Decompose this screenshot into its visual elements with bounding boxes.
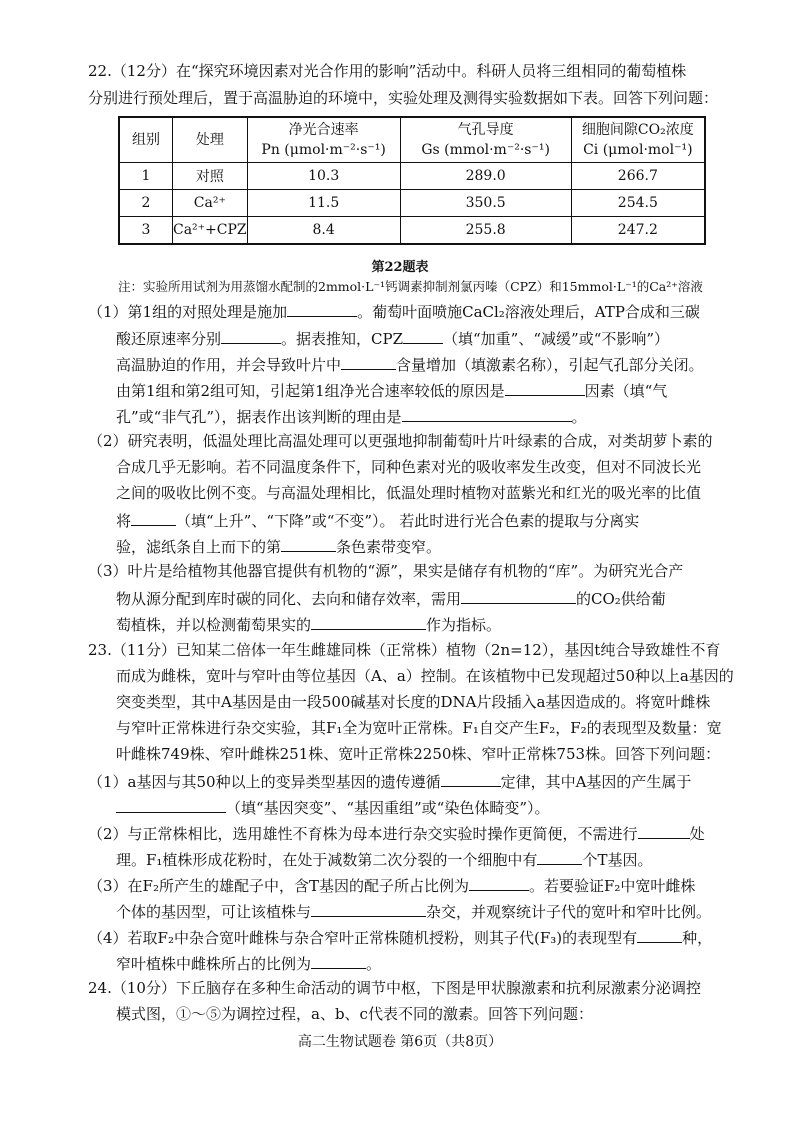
- text: 萄植株，并以检测葡萄果实的: [116, 616, 312, 634]
- answer-blank[interactable]: [537, 848, 582, 865]
- table-row: [119, 190, 705, 217]
- text: （填“基因突变”、“基因重组”或“染色体畸变”）。: [226, 799, 550, 817]
- table-row: [119, 163, 705, 190]
- cell-ci: 266.7: [571, 163, 705, 190]
- q22-data-table: [118, 116, 706, 245]
- text: （2）与正常株相比，选用雄性不育株为母本进行杂交实验时操作更简便，不需进行: [88, 825, 638, 843]
- q22-part3-line-1: （3）叶片是给植物其他器官提供有机物的“源”，果实是储存有机物的“库”。为研究光合产: [88, 562, 684, 580]
- q24-intro-line-1: 24.（10分）下丘脑存在多种生命活动的调节中枢，下图是甲状腺激素和抗利尿激素分泌调控: [88, 979, 701, 997]
- text: 作为指标。: [426, 616, 502, 634]
- page-footer: 高二生物试题卷 第6页（共8页）: [297, 1034, 503, 1050]
- cell-gs: 255.8: [400, 217, 571, 245]
- q23-part4-line-1: [88, 926, 712, 948]
- answer-blank[interactable]: [403, 327, 443, 344]
- q22-part3-line-3: [116, 613, 501, 635]
- answer-blank[interactable]: [116, 796, 226, 813]
- answer-blank[interactable]: [505, 379, 585, 396]
- cell-ci: 247.2: [571, 217, 705, 245]
- text: 种，: [682, 929, 713, 947]
- text: 高温胁迫的作用，并会导致叶片中: [116, 356, 342, 374]
- answer-blank[interactable]: [311, 900, 426, 917]
- text: 物从源分配到库时碳的同化、去向和储存效率，需用: [116, 590, 462, 608]
- answer-blank[interactable]: [287, 300, 357, 317]
- text: 理。F₁植株形成花粉时，在处于减数第二次分裂的一个细胞中有: [116, 851, 538, 869]
- text: 孔”或“非气孔”），据表作出该判断的理由是: [116, 408, 402, 426]
- text: 酸还原速率分别: [116, 330, 222, 348]
- cell-gs: 350.5: [400, 190, 571, 217]
- text: （1）a基因与其50种以上的变异类型基因的遗传遵循: [88, 773, 441, 791]
- answer-blank[interactable]: [311, 613, 426, 630]
- text: （3）在F₂所产生的雄配子中，含T基因的配子所占比例为: [88, 877, 469, 895]
- cell-treatment: Ca²⁺+CPZ: [173, 217, 248, 245]
- text: 。: [366, 955, 382, 973]
- q23-part1-line-2: [116, 796, 550, 818]
- table-row: [119, 217, 705, 245]
- text: （填“上升”、“下降”或“不变”）。 若此时进行光合色素的提取与分离实: [176, 512, 640, 530]
- q23-intro-line-1: 23.（11分）已知某二倍体一年生雌雄同株（正常株）植物（2n=12），基因t纯合导致雄性不育: [88, 641, 721, 659]
- q23-part1-line-1: [88, 770, 691, 792]
- cell-group: 2: [119, 190, 173, 217]
- cell-treatment: Ca²⁺: [173, 190, 248, 217]
- q22-part2-line-5: [116, 535, 441, 557]
- q23-part3-line-2: [116, 900, 711, 922]
- q22-part1-line-4: [116, 379, 667, 401]
- text: 个体的基因型，可让该植株与: [116, 903, 312, 921]
- q22-intro-line-1: 22.（12分）在“探究环境因素对光合作用的影响”活动中。科研人员将三组相同的葡萄植株: [88, 62, 687, 80]
- answer-blank[interactable]: [341, 353, 396, 370]
- answer-blank[interactable]: [638, 822, 690, 839]
- text: 含量增加（填激素名称），引起气孔部分关闭。: [396, 356, 704, 374]
- q22-part2-line-2: 合成几乎无影响。若不同温度条件下，同种色素对光的吸收率发生改变，但对不同波长光: [116, 458, 702, 476]
- header-ci-unit: Ci (μmol·mol⁻¹): [583, 142, 693, 158]
- answer-blank[interactable]: [311, 952, 366, 969]
- text: 验，滤纸条自上而下的第: [116, 538, 282, 556]
- header-pn-unit: Pn (μmol·m⁻²·s⁻¹): [261, 142, 386, 158]
- text: 条色素带变窄。: [336, 538, 442, 556]
- cell-ci: 254.5: [571, 190, 705, 217]
- q24-intro-line-2: 模式图，①～⑤为调控过程，a、b、c代表不同的激素。回答下列问题：: [116, 1005, 593, 1023]
- cell-pn: 8.4: [247, 217, 400, 245]
- header-pn: [247, 117, 400, 163]
- text: （4）若取F₂中杂合宽叶雌株与杂合窄叶正常株随机授粉，则其子代(F₃)的表现型有: [88, 929, 638, 947]
- q23-part2-line-2: [116, 848, 652, 870]
- q22-part2-line-4: [116, 509, 639, 531]
- q23-intro-line-3: 突变类型，其中A基因是由一段500碱基对长度的DNA片段插入a基因造成的。将宽叶雌株: [116, 693, 711, 711]
- table-note: 注：实验所用试剂为用蒸馏水配制的2mmol·L⁻¹钙调素抑制剂氯丙嗪（CPZ）和15mmol·L⁻¹的Ca²⁺溶液: [118, 279, 703, 294]
- text: 。葡萄叶面喷施CaCl₂溶液处理后，ATP合成和三碳: [357, 303, 700, 321]
- answer-blank[interactable]: [461, 587, 576, 604]
- q23-part3-line-1: [88, 874, 695, 896]
- header-pn-title: 净光合速率: [288, 122, 359, 138]
- cell-gs: 289.0: [400, 163, 571, 190]
- answer-blank[interactable]: [441, 770, 501, 787]
- cell-group: 1: [119, 163, 173, 190]
- header-treatment: 处理: [173, 117, 248, 163]
- table-header-row: [119, 117, 705, 163]
- answer-blank[interactable]: [402, 405, 572, 422]
- q23-intro-line-5: 叶雌株749株、窄叶雌株251株、宽叶正常株2250株、窄叶正常株753株。回答下列问题：: [116, 745, 721, 763]
- answer-blank[interactable]: [469, 874, 529, 891]
- table-caption: 第22题表: [371, 260, 429, 275]
- answer-blank[interactable]: [131, 509, 176, 526]
- text: 因素（填“气: [584, 382, 668, 400]
- text: 窄叶植株中雌株所占的比例为: [116, 955, 312, 973]
- q22-intro-line-2: 分别进行预处理后，置于高温胁迫的环境中，实验处理及测得实验数据如下表。回答下列问题：: [88, 89, 719, 107]
- header-gs: [400, 117, 571, 163]
- header-gs-unit: Gs (mmol·m⁻²·s⁻¹): [421, 142, 550, 158]
- text: 个T基因。: [582, 851, 653, 869]
- text: 处: [689, 825, 705, 843]
- text: 。若要验证F₂中宽叶雌株: [528, 877, 696, 895]
- q22-part1-line-1: [88, 300, 700, 322]
- q22-part2-line-1: （2）研究表明，低温处理比高温处理可以更强地抑制葡萄叶片叶绿素的合成，对类胡萝卜素的: [88, 432, 713, 450]
- q23-intro-line-4: 与窄叶正常株进行杂交实验，其F₁全为宽叶正常株。F₁自交产生F₂，F₂的表现型及数量：宽: [116, 719, 722, 737]
- q22-part1-line-2: [116, 327, 669, 349]
- header-gs-title: 气孔导度: [457, 122, 514, 138]
- header-group: 组别: [119, 117, 173, 163]
- text: 杂交，并观察统计子代的宽叶和窄叶比例。: [426, 903, 712, 921]
- text: 的CO₂供给葡: [576, 590, 666, 608]
- q23-part4-line-2: [116, 952, 381, 974]
- text: 由第1组和第2组可知，引起第1组净光合速率较低的原因是: [116, 382, 505, 400]
- text: 。据表推知，CPZ: [281, 330, 404, 348]
- q22-part1-line-3: [116, 353, 704, 375]
- text: 定律，其中A基因的产生属于: [500, 773, 692, 791]
- cell-pn: 10.3: [247, 163, 400, 190]
- text: 。: [571, 408, 587, 426]
- q22-part1-line-5: [116, 405, 587, 427]
- answer-blank[interactable]: [637, 926, 682, 943]
- answer-blank[interactable]: [221, 327, 281, 344]
- header-ci: [571, 117, 705, 163]
- text: （1）第1组的对照处理是施加: [88, 303, 288, 321]
- text: 将: [116, 512, 132, 530]
- q22-part2-line-3: 之间的吸收比例不变。与高温处理相比，低温处理时植物对蓝紫光和红光的吸光率的比值: [116, 484, 702, 502]
- q22-part3-line-2: [116, 587, 666, 609]
- header-ci-title: 细胞间隙CO₂浓度: [581, 122, 694, 138]
- q23-intro-line-2: 而成为雌株，宽叶与窄叶由等位基因（A、a）控制。在该植物中已发现超过50种以上a基因的: [116, 667, 734, 685]
- q23-part2-line-1: [88, 822, 705, 844]
- cell-treatment: 对照: [173, 163, 248, 190]
- answer-blank[interactable]: [281, 535, 336, 552]
- cell-pn: 11.5: [247, 190, 400, 217]
- text: （填“加重”、“减缓”或“不影响”）: [443, 330, 670, 348]
- cell-group: 3: [119, 217, 173, 245]
